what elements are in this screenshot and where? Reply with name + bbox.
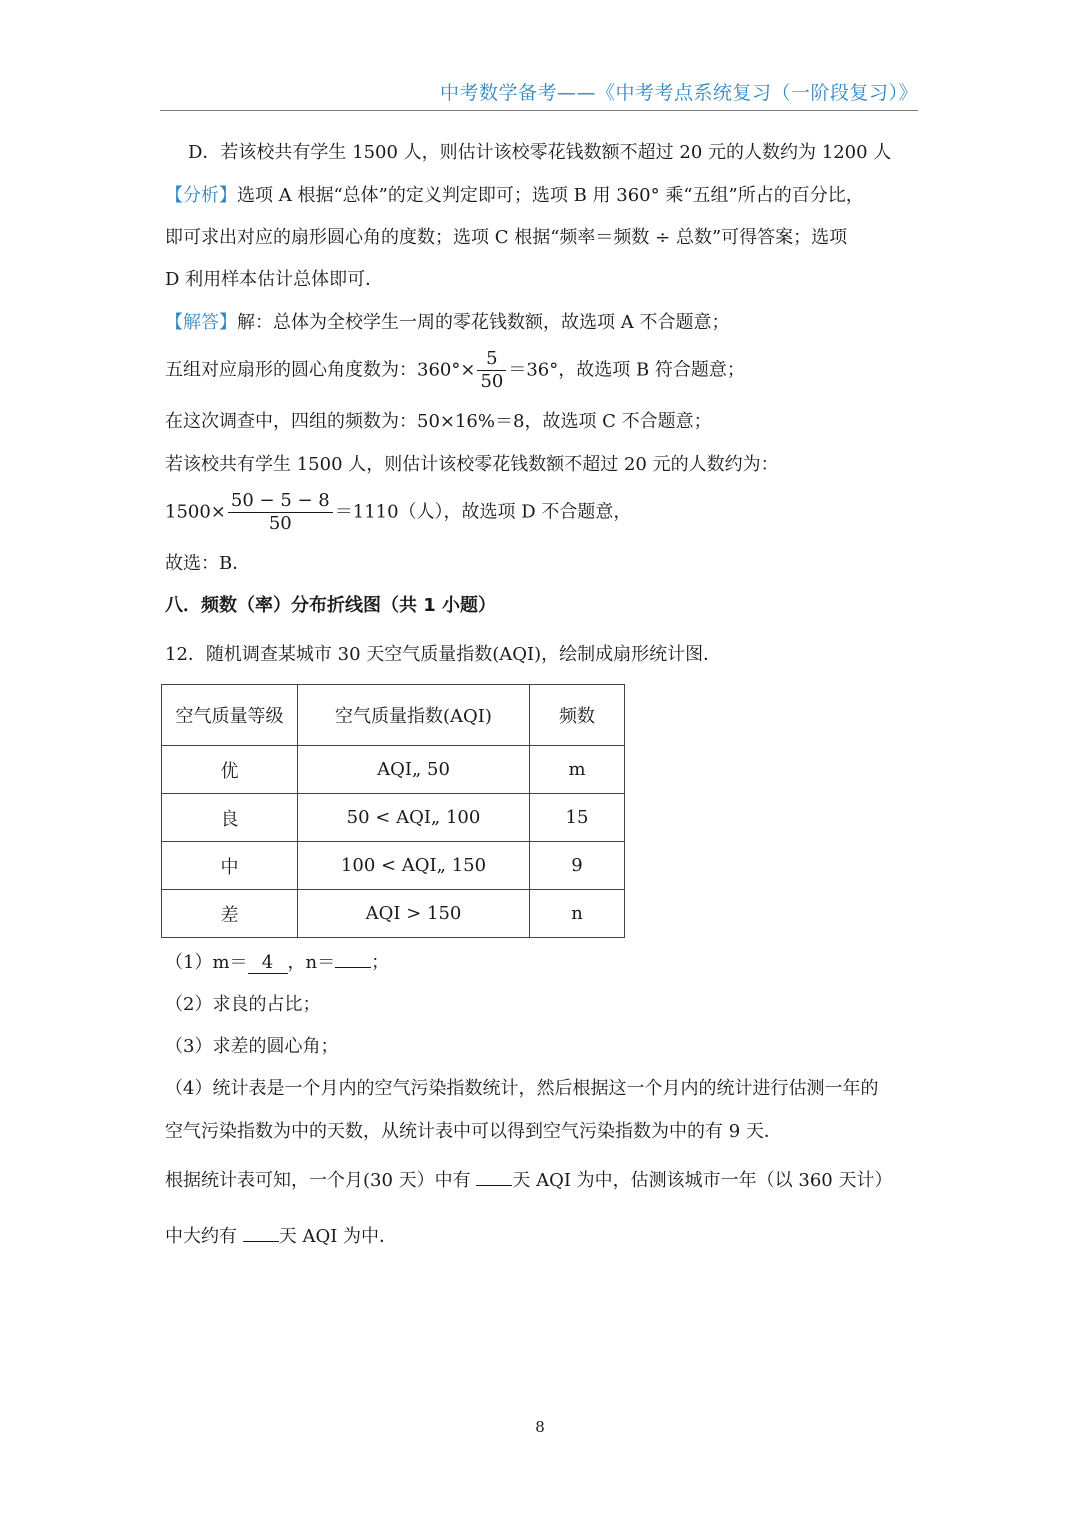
solution-line-2-prefix: 五组对应扇形的圆心角度数为：360°×: [165, 359, 476, 381]
question-12-stem: 12．随机调查某城市 30 天空气质量指数(AQI)，绘制成扇形统计图．: [165, 644, 722, 665]
table-cell: 差: [162, 890, 298, 938]
solution-line-2: [165, 348, 745, 393]
solution-line-5-prefix: 1500×: [165, 501, 226, 523]
solution-line-1: [165, 311, 729, 335]
part-4-line-3-a: 根据统计表可知，一个月(30 天）中有: [165, 1170, 477, 1191]
table-cell: 50 < AQI„ 100: [298, 794, 530, 842]
solution-line-4: 若该校共有学生 1500 人，则估计该校零花钱数额不超过 20 元的人数约为：: [165, 454, 779, 475]
part-4-line-3-b: 天 AQI 为中，估测该城市一年（以 360 天计）: [512, 1170, 893, 1191]
solution-line-5-suffix: ＝1110（人），故选项 D 不合题意，: [334, 501, 632, 523]
part-4-line-4: [165, 1225, 397, 1249]
table-cell: 优: [162, 746, 298, 794]
table-row: [162, 746, 625, 794]
table-row: [162, 794, 625, 842]
analysis-text-1: 选项 A 根据“总体”的定义判定即可；选项 B 用 360° 乘“五组”所占的百分比，: [237, 185, 864, 206]
solution-line-5: [165, 490, 631, 535]
fraction-denominator: 50: [477, 370, 506, 393]
part-1-end: ；: [371, 952, 390, 973]
table-row: [162, 890, 625, 938]
table-row: [162, 842, 625, 890]
part-1-mid: ，n＝: [287, 952, 336, 973]
part-4-line-1: （4）统计表是一个月内的空气污染指数统计，然后根据这一个月内的统计进行估测一年的: [165, 1078, 879, 1099]
answer-blank-n: [335, 967, 371, 968]
analysis-line-3: D 利用样本估计总体即可．: [165, 269, 384, 290]
solution-text-1: 解：总体为全校学生一周的零花钱数额，故选项 A 不合题意；: [237, 312, 730, 333]
part-1: [165, 951, 389, 975]
part-4-line-2: 空气污染指数为中的天数，从统计表中可以得到空气污染指数为中的有 9 天．: [165, 1121, 782, 1142]
part-2: （2）求良的占比；: [165, 994, 321, 1015]
table-cell: AQI > 150: [298, 890, 530, 938]
fraction-numerator: 50 − 5 − 8: [230, 490, 330, 511]
table-cell: AQI„ 50: [298, 746, 530, 794]
table-cell: 良: [162, 794, 298, 842]
table-cell: n: [530, 890, 625, 938]
fraction-denominator: 50: [228, 512, 333, 535]
option-d-text: D．若该校共有学生 1500 人，则估计该校零花钱数额不超过 20 元的人数约为 1200 人: [188, 142, 892, 163]
part-4-line-4-a: 中大约有: [165, 1226, 243, 1247]
table-header-row: [162, 685, 625, 746]
answer-blank-year: [243, 1241, 279, 1242]
page-number: 8: [535, 1418, 545, 1436]
part-3: （3）求差的圆心角；: [165, 1036, 339, 1057]
analysis-line-2: 即可求出对应的扇形圆心角的度数；选项 C 根据“频率＝频数 ÷ 总数”可得答案；选项: [165, 227, 848, 248]
table-cell: 中: [162, 842, 298, 890]
fraction-estimate: [228, 490, 333, 535]
part-4-line-3: [165, 1169, 892, 1193]
page-header-title: 中考数学备考——《中考考点系统复习（一阶段复习）》: [439, 82, 918, 104]
analysis-tag: 【分析】: [165, 185, 237, 206]
solution-conclusion: 故选：B．: [165, 553, 251, 574]
answer-blank-m: 4: [248, 953, 288, 974]
fraction-5-over-50: [477, 348, 506, 393]
table-cell: m: [530, 746, 625, 794]
header-divider: [160, 110, 918, 111]
table-header-cell: 频数: [530, 685, 625, 746]
solution-line-3: 在这次调查中，四组的频数为：50×16%＝8，故选项 C 不合题意；: [165, 411, 712, 432]
fraction-numerator: 5: [486, 348, 498, 369]
table-header-cell: 空气质量等级: [162, 685, 298, 746]
part-1-prefix: （1）m＝: [165, 952, 248, 973]
table-cell: 15: [530, 794, 625, 842]
part-4-line-4-b: 天 AQI 为中．: [278, 1226, 398, 1247]
table-cell: 100 < AQI„ 150: [298, 842, 530, 890]
solution-tag: 【解答】: [165, 312, 237, 333]
solution-line-2-suffix: ＝36°，故选项 B 符合题意；: [508, 359, 745, 381]
answer-blank-month: [476, 1185, 512, 1186]
table-cell: 9: [530, 842, 625, 890]
aqi-table: [161, 684, 625, 938]
analysis-line-1: [165, 184, 864, 208]
table-header-cell: 空气质量指数(AQI): [298, 685, 530, 746]
section-8-title: 八．频数（率）分布折线图（共 1 小题）: [165, 595, 497, 616]
